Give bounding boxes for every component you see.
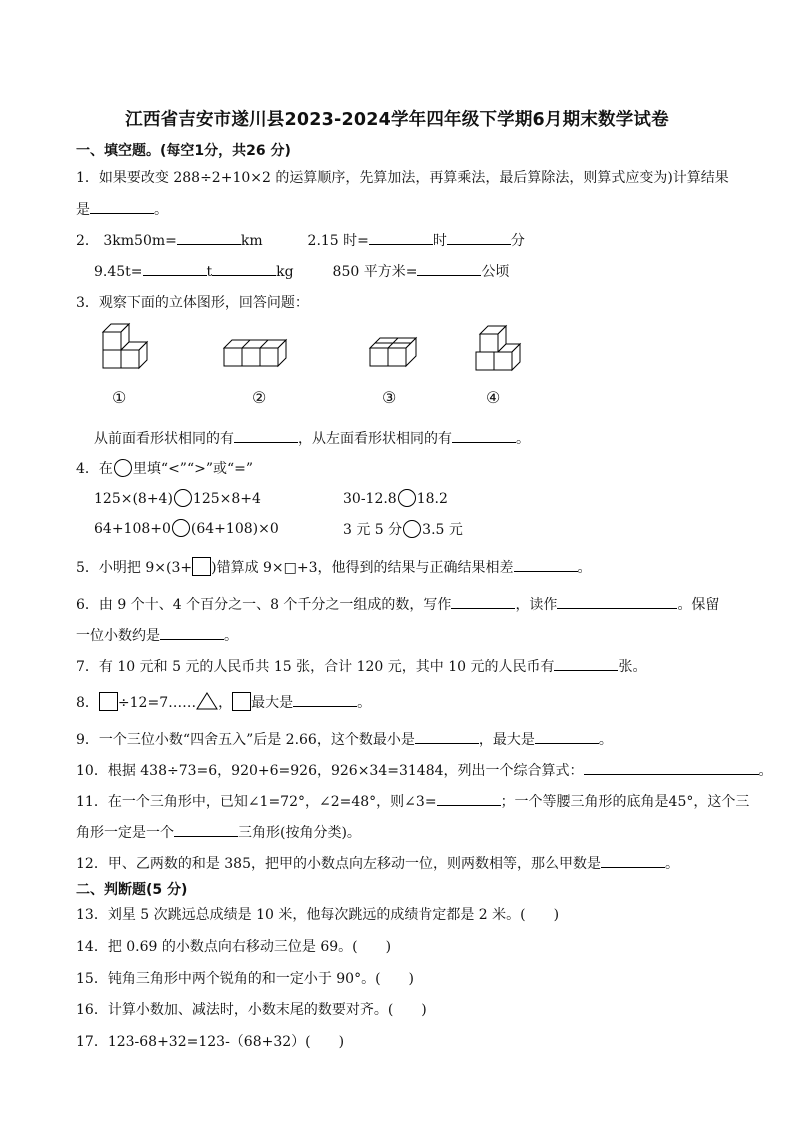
q2-text: 2.15 时= [307, 233, 369, 249]
answer-blank[interactable] [447, 229, 511, 245]
q1-end: 。 [154, 202, 168, 218]
answer-blank[interactable] [415, 728, 479, 744]
answer-blank[interactable] [584, 759, 759, 775]
question-11-line-2 [76, 821, 361, 842]
answer-blank[interactable] [160, 624, 224, 640]
compare-circle[interactable] [172, 519, 190, 537]
question-17: 17．123-68+32=123-（68+32）( ) [76, 1034, 345, 1050]
answer-blank[interactable] [369, 229, 433, 245]
q4-text: 4．在 [76, 461, 113, 477]
q8-text: 。 [357, 695, 372, 711]
question-10 [76, 759, 773, 780]
q4-item-2 [343, 489, 448, 507]
q4-item-4 [343, 519, 463, 539]
q4-expr: 30-12.8 [343, 491, 397, 507]
question-12 [76, 852, 679, 873]
answer-blank[interactable] [417, 260, 481, 276]
compare-circle[interactable] [174, 489, 192, 507]
cube-figure-3 [368, 318, 424, 374]
question-13: 13．刘星 5 次跳远总成绩是 10 米，他每次跳远的成绩肯定都是 2 米。( ) [76, 907, 560, 923]
q6-text: 。保留 [677, 597, 720, 613]
q4-expr: (64+108)×0 [190, 521, 279, 537]
figure-label-1: ① [112, 388, 127, 407]
question-1-line-2 [76, 198, 168, 219]
q3-text: ，从左面看形状相同的有 [298, 431, 452, 447]
section-2-heading: 二、判断题(5 分) [76, 882, 188, 898]
answer-blank[interactable] [90, 198, 154, 214]
question-6-line-1 [76, 593, 719, 614]
figure-label-3: ③ [382, 388, 397, 407]
question-3-answer-line [94, 427, 530, 448]
question-4 [76, 458, 253, 478]
question-8 [76, 691, 371, 712]
q2-text: 850 平方米= [332, 264, 418, 280]
q3-text: 从前面看形状相同的有 [94, 431, 234, 447]
answer-blank[interactable] [557, 593, 677, 609]
question-5 [76, 556, 592, 577]
answer-blank[interactable] [212, 260, 276, 276]
q4-expr: 125×8+4 [192, 491, 261, 507]
page-title: 江西省吉安市遂川县2023-2024学年四年级下学期6月期末数学试卷 [125, 110, 669, 130]
circle-blank[interactable] [114, 459, 132, 477]
figure-label-2: ② [252, 388, 267, 407]
answer-blank[interactable] [452, 427, 516, 443]
q6-text: 。 [224, 628, 238, 644]
q4-text: 里填“<”“>”或“=” [132, 461, 254, 477]
answer-blank[interactable] [601, 852, 665, 868]
q4-expr: 18.2 [416, 491, 448, 507]
q5-text: 5．小明把 9×(3+ [76, 560, 193, 576]
q11-text: 角形一定是一个 [76, 825, 174, 841]
question-6-line-2 [76, 624, 238, 645]
answer-blank[interactable] [177, 229, 241, 245]
question-15: 15．钝角三角形中两个锐角的和一定小于 90°。( ) [76, 971, 415, 987]
box-blank[interactable] [99, 692, 118, 711]
q2-text: 9.45t= [94, 264, 143, 280]
q4-expr: 3 元 5 分 [343, 522, 403, 538]
q2-text: t [206, 264, 213, 280]
q3-text: 。 [516, 431, 530, 447]
answer-blank[interactable] [143, 260, 207, 276]
question-11-line-1 [76, 790, 749, 811]
q11-text: 11．在一个三角形中，已知∠1=72°，∠2=48°，则∠3= [76, 794, 437, 810]
q9-text: 。 [598, 732, 613, 748]
q4-item-1 [94, 489, 261, 507]
q6-text: 一位小数约是 [76, 628, 160, 644]
q5-text: )错算成 9×□+3，他得到的结果与正确结果相差 [211, 560, 514, 576]
box-blank[interactable] [192, 557, 211, 576]
q8-text: 最大是 [251, 695, 294, 711]
answer-blank[interactable] [535, 728, 599, 744]
cube-figure-1 [101, 318, 153, 374]
q2-text: 3km50m= [103, 233, 177, 249]
answer-blank[interactable] [437, 790, 501, 806]
q6-text: 6．由 9 个十、4 个百分之一、8 个千分之一组成的数，写作 [76, 597, 452, 613]
q7-text: 张。 [618, 659, 647, 675]
q12-text: 12．甲、乙两数的和是 385，把甲的小数点向左移动一位，则两数相等，那么甲数是 [76, 856, 601, 872]
q5-text: 。 [577, 560, 592, 576]
q11-text: 三角形(按角分类)。 [238, 825, 361, 841]
box-blank[interactable] [232, 692, 251, 711]
question-7 [76, 655, 646, 676]
q2-text: 时 [432, 233, 447, 249]
q4-item-3 [94, 519, 279, 537]
q2-number: 2． [76, 233, 99, 249]
question-3: 3．观察下面的立体图形，回答问题： [76, 295, 309, 311]
q2-text: km [240, 233, 263, 249]
q2-text: 公顷 [481, 264, 510, 280]
q10-text: 。 [758, 763, 773, 779]
answer-blank[interactable] [174, 821, 238, 837]
question-14: 14．把 0.69 的小数点向右移动三位是 69。( ) [76, 939, 392, 955]
q9-text: 9．一个三位小数“四舍五入”后是 2.66，这个数最小是 [76, 732, 415, 748]
q11-text: ；一个等腰三角形的底角是45°，这个三 [500, 794, 750, 810]
q4-expr: 64+108+0 [94, 521, 171, 537]
q10-text: 10．根据 438÷73=6，920+6=926，926×34=31484，列出一个综合算式： [76, 763, 584, 779]
question-2-line-1 [76, 229, 525, 250]
figure-label-4: ④ [486, 388, 501, 407]
q8-text: ÷12=7…… [117, 695, 197, 711]
q9-text: ，最大是 [478, 732, 535, 748]
q6-text: ，读作 [515, 597, 558, 613]
compare-circle[interactable] [398, 489, 416, 507]
compare-circle[interactable] [403, 520, 421, 538]
section-1-heading: 一、填空题。(每空1分，共26 分) [76, 143, 291, 159]
q1-text: 是 [76, 202, 90, 218]
q12-text: 。 [664, 856, 679, 872]
question-2-line-2 [94, 260, 509, 281]
question-1-line-1: 1．如果要改变 288÷2+10×2 的运算顺序，先算加法，再算乘法，最后算除法，则算式应变为)计算结果 [76, 170, 729, 186]
q8-text: 8． [76, 695, 99, 711]
q4-expr: 3.5 元 [422, 522, 463, 538]
question-9 [76, 728, 613, 749]
question-16: 16．计算小数加、减法时，小数末尾的数要对齐。( ) [76, 1002, 427, 1018]
answer-blank[interactable] [293, 691, 357, 707]
q4-expr: 125×(8+4) [94, 491, 173, 507]
answer-blank[interactable] [451, 593, 515, 609]
q8-text: ， [218, 695, 233, 711]
triangle-blank-icon[interactable] [196, 692, 218, 710]
answer-blank[interactable] [554, 655, 618, 671]
q2-text: 分 [510, 233, 525, 249]
cube-figure-4 [472, 318, 528, 374]
q7-text: 7．有 10 元和 5 元的人民币共 15 张，合计 120 元，其中 10 元的人民币有 [76, 659, 555, 675]
cube-figure-2 [222, 318, 302, 374]
q2-text: kg [276, 264, 294, 280]
answer-blank[interactable] [514, 556, 578, 572]
answer-blank[interactable] [234, 427, 298, 443]
